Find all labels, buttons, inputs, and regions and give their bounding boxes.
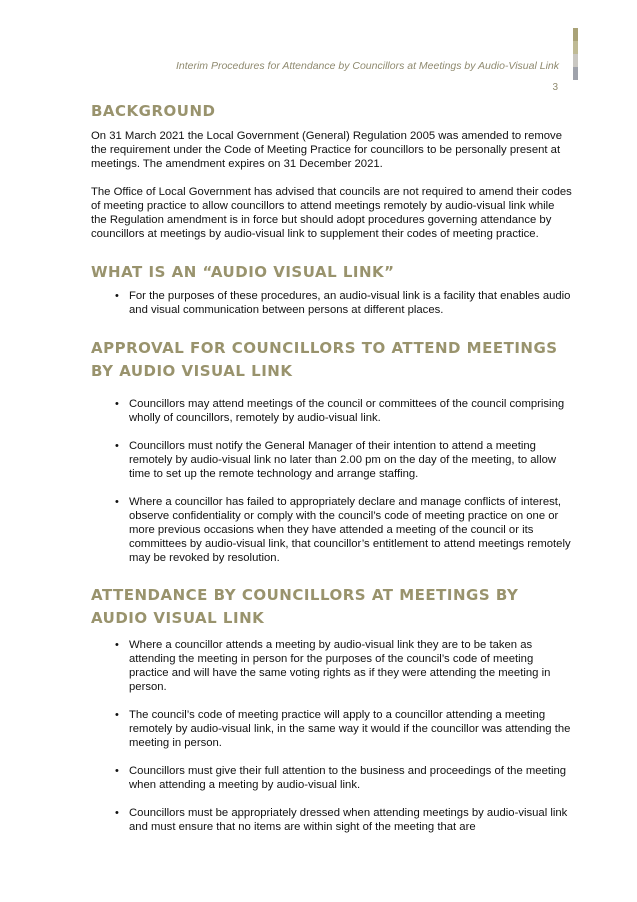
accent-segment — [573, 41, 578, 54]
list-item: • For the purposes of these procedures, an audio-visual link is a facility that enables audio and visual communication between persons at different places. — [91, 289, 573, 317]
list-item: • Where a councillor has failed to appropriately declare and manage conflicts of interest, observe confidentiality or comply with the council’s code of meeting practice on one or more previous occasions when they have attended a meeting of the council or its committees by audio-visual link, that councillor’s entitlement to attend meetings remotely may be revoked by resolution. — [91, 495, 573, 565]
list-item: • Councillors must notify the General Manager of their intention to attend a meeting remotely by audio-visual link no later than 2.00 pm on the day of the meeting, to allow time to set up the remote technology and arrange staffing. — [91, 439, 573, 481]
paragraph: On 31 March 2021 the Local Government (General) Regulation 2005 was amended to remove the requirement under the Code of Meeting Practice for councillors to be personally present at meetings. The amendment expires on 31 December 2021. — [91, 130, 562, 170]
accent-segment — [573, 67, 578, 80]
document-body — [91, 98, 573, 834]
list-item: • The council’s code of meeting practice will apply to a councillor attending a meeting remotely by audio-visual link, in the same way it would if the councillor was attending the meeting in person. — [91, 708, 573, 750]
header-accent-bar — [573, 28, 578, 80]
section-heading-audio-visual-link: WHAT IS AN “AUDIO VISUAL LINK” — [91, 263, 395, 281]
running-header: Interim Procedures for Attendance by Councillors at Meetings by Audio-Visual Link — [175, 60, 559, 72]
accent-segment — [573, 54, 578, 67]
list-item: • Councillors may attend meetings of the council or committees of the council comprising wholly of councillors, remotely by audio-visual link. — [91, 397, 573, 425]
accent-segment — [573, 28, 578, 41]
bullet-list — [91, 397, 573, 565]
list-item: • Where a councillor attends a meeting by audio-visual link they are to be taken as attending the meeting in person for the purposes of the council’s code of meeting practice and will have the same voting rights as if they were attending the meeting in person. — [91, 638, 573, 694]
section-heading-approval: APPROVAL FOR COUNCILLORS TO ATTEND MEETINGS BY AUDIO VISUAL LINK — [91, 339, 558, 380]
section-heading-background: BACKGROUND — [91, 102, 216, 120]
section-heading-attendance: ATTENDANCE BY COUNCILLORS AT MEETINGS BY AUDIO VISUAL LINK — [91, 586, 519, 627]
list-item: • Councillors must give their full attention to the business and proceedings of the meeting when attending a meeting by audio-visual link. — [91, 764, 573, 792]
page-number: 3 — [552, 82, 558, 93]
list-item: • Councillors must be appropriately dressed when attending meetings by audio-visual link and must ensure that no items are within sight of the meeting that are — [91, 806, 573, 834]
bullet-list — [91, 289, 573, 317]
paragraph: The Office of Local Government has advised that councils are not required to amend their codes of meeting practice to allow councillors to attend meetings remotely by audio-visual link while the Regulation amendment is in force but should adopt procedures governing attendance by councillors at meetings by audio-visual link to supplement their codes of meeting practice. — [91, 186, 572, 240]
bullet-list — [91, 638, 573, 834]
